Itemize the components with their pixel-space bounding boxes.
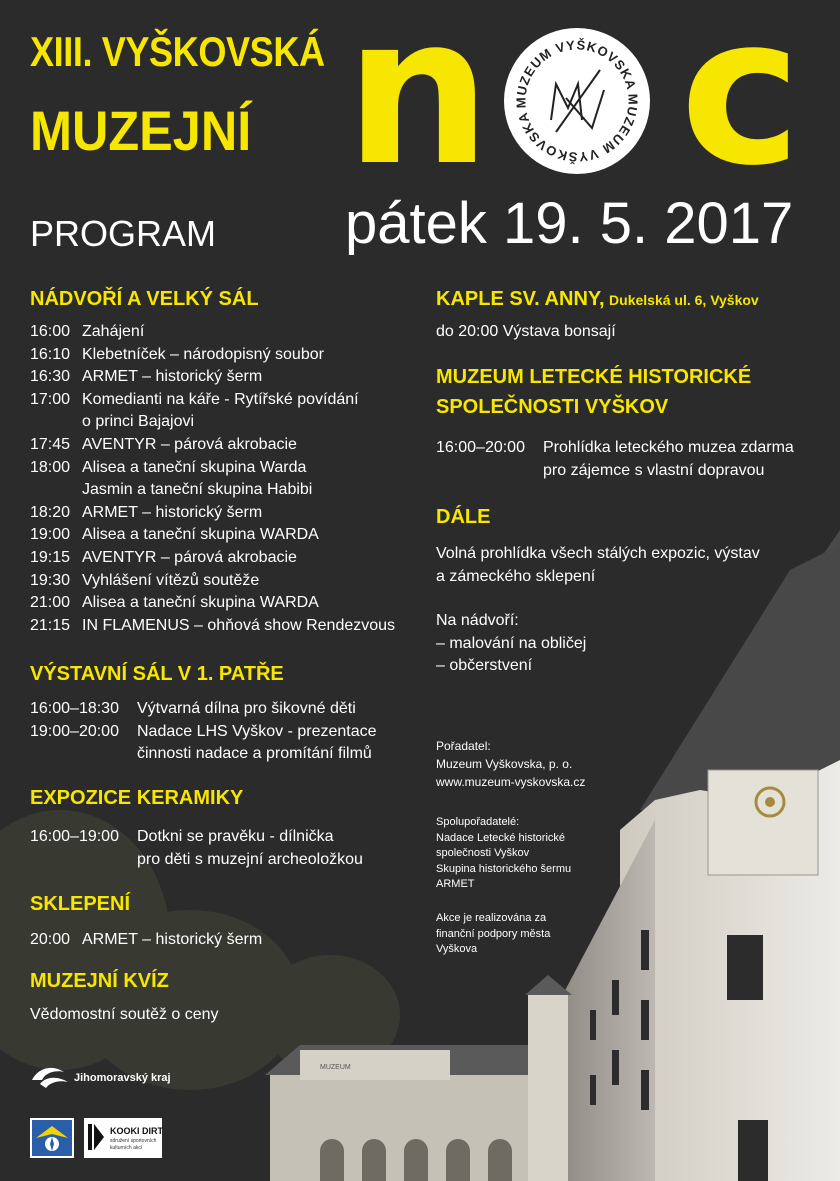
kooki-dirt-logo [84, 1118, 162, 1158]
schedule-nadvori [30, 321, 395, 637]
kooki-sub2: kulturních akcí [110, 1145, 143, 1151]
table-row: činnosti nadace a promítání filmů [137, 745, 372, 763]
table-row: 16:00–20:00 Prohlídka leteckého muzea zdarma [436, 439, 794, 456]
table-row: 16:00 Zahájení [30, 323, 145, 340]
table-row: 16:10 Klebetníček – národopisný soubor [30, 345, 324, 363]
schedule-keramika [30, 826, 363, 871]
title-noc-c: c [680, 0, 802, 211]
schedule-vystavni-sal [30, 698, 377, 766]
table-row: 16:30 ARMET – historický šerm [30, 368, 263, 386]
table-row: pro zájemce s vlastní dopravou [543, 461, 765, 479]
table-row: 18:20 ARMET – historický šerm [30, 503, 263, 521]
wing-mid [528, 995, 568, 1181]
section-kaple [436, 288, 759, 311]
dale-text: Volná prohlídka všech stálých expozic, výstav a zámeckého sklepení Na nádvoří: – malování na obličej – občerstvení [436, 545, 760, 674]
schedule-sklepeni [30, 929, 262, 952]
funding-info: Akce je realizována za finanční podpory města Vyškova [436, 912, 551, 955]
museum-logo [504, 28, 650, 174]
section-title-vystavni-sal: VÝSTAVNÍ SÁL V 1. PATŘE [30, 663, 284, 685]
kooki-sub1: sdružení sportovních [110, 1138, 157, 1144]
table-row: Jasmin a taneční skupina Habibi [82, 481, 313, 499]
section-title-kaple: KAPLE SV. ANNY, [436, 288, 605, 310]
table-row: 19:00 Alisea a taneční skupina WARDA [30, 526, 319, 544]
table-row: o princi Bajajovi [82, 413, 195, 431]
kooki-icon [86, 1122, 108, 1152]
table-row: 16:00–18:30 Výtvarná dílna pro šikovné děti [30, 700, 356, 717]
logo-mark [551, 70, 604, 132]
kviz-text: Vědomostní soutěž o ceny [30, 1006, 219, 1023]
svg-text:MUZEUM VYŠKOVSKA [513, 37, 639, 108]
sundial [708, 770, 818, 875]
lhs-logo [30, 1118, 74, 1158]
schedule-letecke [436, 437, 794, 482]
table-row: pro děti s muzejní archeoložkou [137, 850, 363, 868]
section-title-sklepeni: SKLEPENÍ [30, 893, 131, 915]
table-row: 16:00–19:00 Dotkni se pravěku - dílnička [30, 828, 334, 845]
table-row: 21:15 IN FLAMENUS – ohňová show Rendezvous [30, 616, 396, 634]
title-line1: XIII. VYŠKOVSKÁ [30, 28, 325, 75]
logo-text-top: MUZEUM VYŠKOVSKA [513, 37, 640, 109]
event-date: pátek 19. 5. 2017 [345, 191, 794, 256]
table-row: 17:45 AVENTYR – párová akrobacie [30, 435, 297, 453]
section-title-letecke-2: SPOLEČNOSTI VYŠKOV [436, 396, 669, 418]
kraj-icon [30, 1062, 70, 1090]
table-row: 17:00 Komedianti na káře - Rytířské povídání [30, 390, 359, 408]
kaple-address: Dukelská ul. 6, Vyškov [609, 292, 759, 308]
svg-text:MUZEUM VYŠKOVSKA [515, 94, 641, 165]
title-line2: MUZEJNÍ [30, 99, 252, 162]
table-row: 19:00–20:00 Nadace LHS Vyškov - prezentace [30, 722, 377, 740]
section-title-nadvori: NÁDVOŘÍ A VELKÝ SÁL [30, 288, 259, 310]
table-row: 19:30 Vyhlášení vítězů soutěže [30, 571, 260, 589]
table-row: 20:00 ARMET – historický šerm [30, 931, 263, 948]
coorganizer-info: Spolupořadatelé: Nadace Letecké historické společnosti Vyškov Skupina historického šermu ARMET [436, 816, 572, 890]
program-label: PROGRAM [30, 213, 217, 254]
kooki-text: KOOKI DIRT [110, 1126, 163, 1136]
kraj-text: Jihomoravský kraj [74, 1072, 171, 1084]
section-title-dale: DÁLE [436, 506, 491, 528]
organizer-info: Pořadatel: Muzeum Vyškovska, p. o. www.muzeum-vyskovska.cz [436, 739, 586, 789]
building-sign: MUZEUM [320, 1064, 351, 1071]
section-title-keramika: EXPOZICE KERAMIKY [30, 787, 244, 809]
title-noc-n: n [345, 0, 491, 211]
kraj-logo [30, 1062, 210, 1092]
table-row: 21:00 Alisea a taneční skupina WARDA [30, 594, 319, 612]
section-title-kviz: MUZEJNÍ KVÍZ [30, 970, 169, 992]
kaple-row: do 20:00 Výstava bonsají [436, 323, 616, 340]
table-row: 18:00 Alisea a taneční skupina Warda [30, 458, 307, 476]
section-title-letecke-1: MUZEUM LETECKÉ HISTORICKÉ [436, 366, 752, 388]
logo-text-bottom: MUZEUM VYŠKOVSKA [514, 93, 641, 165]
table-row: 19:15 AVENTYR – párová akrobacie [30, 548, 297, 566]
